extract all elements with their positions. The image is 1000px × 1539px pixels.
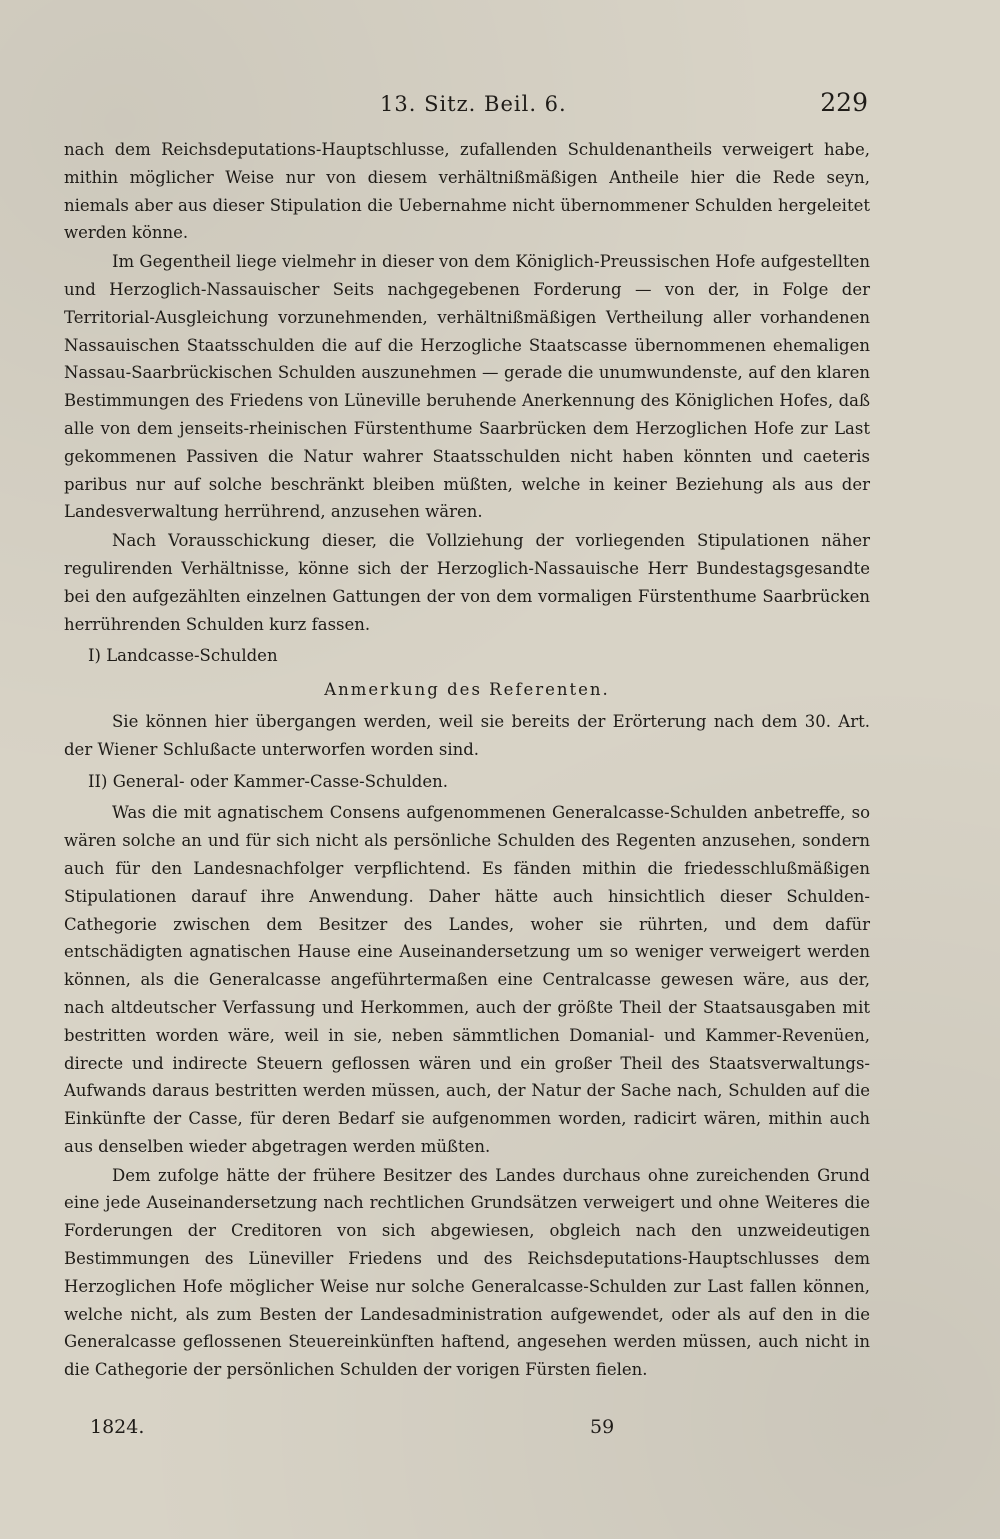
- referent-note-heading: Anmerkung des Referenten.: [324, 680, 610, 700]
- page-header: [0, 86, 1000, 122]
- section-heading-landcasse: I) Landcasse-Schulden: [88, 646, 278, 666]
- paragraph: Dem zufolge hätte der frühere Besitzer des Landes durchaus ohne zureichenden Grund eine jede Auseinandersetzung nach rechtlichen Grundsätzen verweigert und ohne Weiteres die Forderungen der Creditoren von sich abgewiesen, obgleich nach den unzweideutigen Bestimmungen des Lüneviller Friedens und des Reichsdeputations-Hauptschlusses dem Herzoglichen Hofe möglicher Weise nur solche Generalcasse-Schulden zur Last fallen können, welche nicht, als zum Besten der Landesadministration aufgewendet, oder als auf den in die Generalcasse geflossenen Steuereinkünften haftend, angesehen werden müssen, auch nicht in die Cathegorie der persönlichen Schulden der vorigen Fürsten fielen.: [64, 1165, 870, 1380]
- sheet-signature: 59: [590, 1416, 615, 1438]
- paragraph: Was die mit agnatischem Consens aufgenommenen Generalcasse-Schulden anbetreffe, so wären solche an und für sich nicht als persönliche Schulden des Regenten anzusehen, sondern auch für den Landesnachfolger verpflichtend. Es fänden mithin die friedesschlußmäßigen Stipulationen darauf ihre Anwendung. Daher hätte auch hinsichtlich dieser Schulden-Cathegorie zwischen dem Besitzer des Landes, woher sie rührten, und dem dafür entschädigten agnatischen Hause eine Auseinandersetzung um so weniger verweigert werden können, als die Generalcasse angeführtermaßen eine Centralcasse gewesen wäre, aus der, nach altdeutscher Verfassung und Herkommen, auch der größte Theil der Staatsausgaben mit bestritten worden wäre, weil in sie, neben sämmtlichen Domanial- und Kammer-Revenüen, directe und indirecte Steuern geflossen wären und ein großer Theil des Staatsverwaltungs-Aufwands daraus bestritten werden müssen, auch, der Natur der Sache nach, Schulden auf die Einkünfte der Casse, für deren Bedarf sie aufgenommen worden, radicirt wären, mithin auch aus denselben wieder abgetragen werden müßten.: [64, 803, 870, 1156]
- paragraph-continuation: nach dem Reichsdeputations-Hauptschlusse, zufallenden Schuldenantheils verweigert habe, mithin möglicher Weise nur von diesem verhältnißmäßigen Antheile hier die Rede seyn, niemals aber aus dieser Stipulation die Uebernahme nicht übernommener Schulden hergeleitet werden könne.: [64, 140, 870, 243]
- body-text: [64, 136, 870, 1385]
- paragraph: Sie können hier übergangen werden, weil sie bereits der Erörterung nach dem 30. Art. der Wiener Schlußacte unterworfen worden sind.: [64, 711, 870, 759]
- footer-year: 1824.: [90, 1416, 145, 1438]
- paragraph: Nach Vorausschickung dieser, die Vollziehung der vorliegenden Stipulationen näher regulirenden Verhältnisse, könne sich der Herzoglich-Nassauische Herr Bundestagsgesandte bei den aufgezählten einzelnen Gattungen der von dem vormaligen Fürstenthume Saarbrücken herrührenden Schulden kurz fassen.: [64, 531, 870, 634]
- page-number: 229: [820, 88, 868, 117]
- page-footer: [0, 1416, 1000, 1448]
- section-heading-generalcasse: II) General- oder Kammer-Casse-Schulden.: [88, 771, 448, 791]
- running-head: 13. Sitz. Beil. 6.: [380, 92, 567, 116]
- paragraph: Im Gegentheil liege vielmehr in dieser von dem Königlich-Preussischen Hofe aufgestellten und Herzoglich-Nassauischer Seits nachgegebenen Forderung — von der, in Folge der Territorial-Ausgleichung vorzunehmenden, verhältnißmäßigen Vertheilung aller vorhandenen Nassauischen Staatsschulden die auf die Herzogliche Staatscasse übernommenen ehemaligen Nassau-Saarbrückischen Schulden auszunehmen — gerade die unumwundenste, auf den klaren Bestimmungen des Friedens von Lüneville beruhende Anerkennung des Königlichen Hofes, daß alle von dem jenseits-rheinischen Fürstenthume Saarbrücken dem Herzoglichen Hofe zur Last gekommenen Passiven die Natur wahrer Staatsschulden nicht haben könnten und caeteris paribus nur auf solche beschränkt bleiben müßten, welche in keiner Beziehung als aus der Landesverwaltung herrührend, anzusehen wären.: [64, 252, 870, 522]
